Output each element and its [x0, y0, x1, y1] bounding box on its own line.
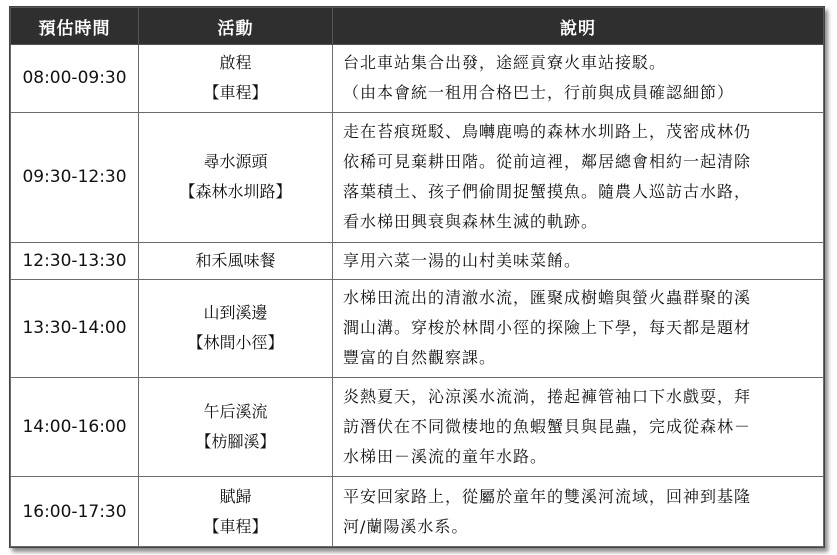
- activity-name: 啟程: [219, 53, 252, 73]
- row-time: 16:00-17:30: [11, 477, 139, 547]
- row-time: 14:00-16:00: [11, 378, 139, 477]
- row-time: 08:00-09:30: [11, 45, 139, 113]
- description-line: 澗山溝。穿梭於林間小徑的探險上下學，每天都是題材: [343, 318, 752, 338]
- row-description: [333, 279, 824, 378]
- description-line: 台北車站集合出發，途經貢寮火車站接駁。: [343, 53, 667, 73]
- activity-name: 午后溪流: [203, 402, 268, 422]
- activity-location: 【車程】: [203, 516, 268, 536]
- description-line: 水梯田－溪流的童年水路。: [343, 447, 548, 467]
- description-line: 落葉積土、孩子們偷閒捉蟹摸魚。隨農人巡訪古水路，: [343, 182, 752, 202]
- description-line: 炎熱夏天，沁涼溪水流淌，捲起褲管袖口下水戲耍，拜: [343, 387, 752, 407]
- header-activity: 活動: [139, 8, 333, 45]
- header-row: [11, 8, 824, 45]
- row-description: [333, 378, 824, 477]
- activity-name: 山到溪邊: [203, 303, 268, 323]
- activity-name: 賦歸: [219, 486, 252, 506]
- header-time: 預估時間: [11, 8, 139, 45]
- row-activity: [139, 242, 333, 279]
- description-line: 河/蘭陽溪水系。: [343, 516, 469, 536]
- activity-name: 尋水源頭: [203, 152, 268, 172]
- description-line: 水梯田流出的清澈水流，匯聚成樹蟾與螢火蟲群聚的溪: [343, 288, 752, 308]
- row-time: 13:30-14:00: [11, 279, 139, 378]
- table-row: [11, 477, 824, 547]
- description-line: 豐富的自然觀察課。: [343, 348, 497, 368]
- row-description: [333, 45, 824, 113]
- table-row: [11, 378, 824, 477]
- table-row: [11, 279, 824, 378]
- description-line: 訪潛伏在不同微棲地的魚蝦蟹貝與昆蟲，完成從森林－: [343, 417, 752, 437]
- table-row: [11, 45, 824, 113]
- activity-location: 【車程】: [203, 83, 268, 103]
- table-row: [11, 242, 824, 279]
- row-time: 12:30-13:30: [11, 242, 139, 279]
- description-line: 享用六菜一湯的山村美味菜餚。: [343, 250, 582, 270]
- row-activity: [139, 378, 333, 477]
- description-line: 看水梯田興衰與森林生滅的軌跡。: [343, 212, 599, 232]
- description-line: 平安回家路上，從屬於童年的雙溪河流域，回神到基隆: [343, 486, 752, 506]
- schedule-table-frame: [9, 6, 825, 548]
- row-description: [333, 242, 824, 279]
- description-line: 走在苔痕斑駁、鳥囀鹿鳴的森林水圳路上，茂密成林仍: [343, 122, 752, 142]
- row-activity: [139, 45, 333, 113]
- header-description: 說明: [333, 8, 824, 45]
- activity-name: 和禾風味餐: [195, 250, 276, 270]
- table-row: [11, 112, 824, 242]
- activity-location: 【森林水圳路】: [179, 182, 292, 202]
- activity-location: 【林間小徑】: [187, 333, 284, 353]
- activity-location: 【枋腳溪】: [195, 432, 276, 452]
- description-line: 依稀可見棄耕田階。從前這裡，鄰居總會相約一起清除: [343, 152, 752, 172]
- schedule-table: [10, 7, 824, 547]
- row-activity: [139, 112, 333, 242]
- row-time: 09:30-12:30: [11, 112, 139, 242]
- row-activity: [139, 279, 333, 378]
- row-description: [333, 112, 824, 242]
- row-activity: [139, 477, 333, 547]
- description-line: （由本會統一租用合格巴士，行前與成員確認細節）: [343, 83, 735, 103]
- row-description: [333, 477, 824, 547]
